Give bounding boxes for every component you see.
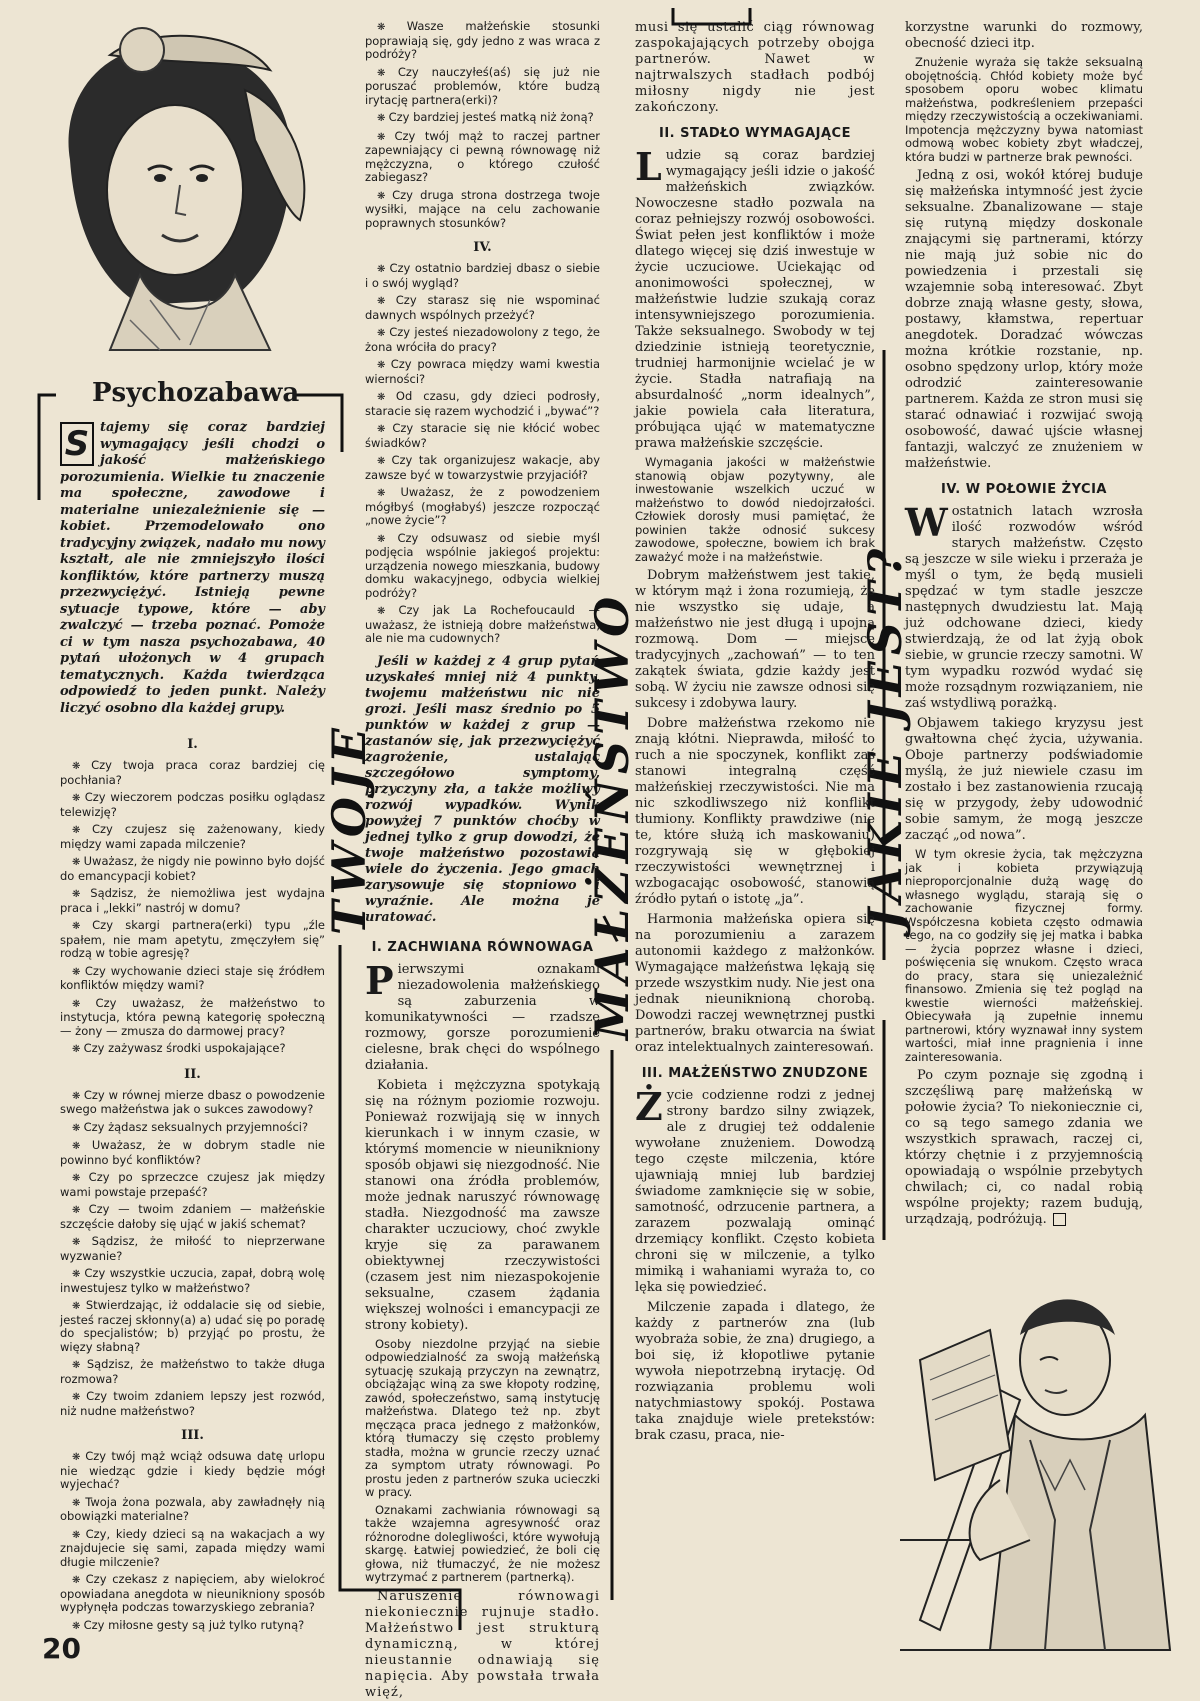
paragraph: korzystne warunki do rozmowy, obecność dzieci itp. (905, 20, 1143, 51)
question-item: ❋ Czy, kiedy dzieci są na wakacjach a wy znajdujecie się sami, zapada między wami długie milczenie? (60, 1528, 325, 1570)
group-label: II. (184, 1066, 201, 1082)
paragraph: Naruszenie równowagi niekoniecznie rujnuje stadło. Małżeństwo jest strukturą dynamiczną, w której nieustannie odnawiają się napięcia. Aby powstała trwała więź, (365, 1588, 600, 1700)
question-item: ❋ Czy starasz się nie wspominać dawnych wspólnych przeżyć? (365, 294, 600, 322)
paragraph: Znużenie wyraża się także seksualną obojętnością. Chłód kobiety może być sposobem oporu wobec klimatu małżeństwa, podkreśleniem przepaści między rzeczywistością a oczekiwaniami. Impotencja mężczyzny bywa natomiast odmową wobec kobiety zbyt władczej, która budzi w partnerze brak pewności. (905, 55, 1143, 164)
question-item: ❋ Czy po sprzeczce czujesz jak między wami powstaje przepaść? (60, 1171, 325, 1199)
paragraph: ierwszymi oznakami niezadowolenia małżeńskiego są zaburzenia w komunikatywności — rzadsze rozmowy, gorsze porozumienie cielesne, brak chęci do wspólnego działania. (365, 961, 600, 1073)
question-item: ❋ Czy zażywasz środki uspokajające? (60, 1042, 325, 1057)
paragraph: Osoby niezdolne przyjąć na siebie odpowiedzialność za swoją małżeńską sytuację szukają przyczyn na zewnątrz, obciążając winą za swe kłopoty rodzinę, zawód, społeczeństwo, samą instytucję małżeństwa. Dlatego też np. zbyt męcząca praca jednego z małżonków, którą tłumaczy się często problemy stadła, można w gruncie rzeczy uznać za symptom utraty równowagi. Po prostu jeden z partnerów szuka ucieczki w pracy. (365, 1336, 600, 1499)
end-mark-icon (1053, 1213, 1066, 1226)
group-label: IV. (473, 240, 492, 255)
page-number: 20 (42, 1632, 81, 1665)
question-item: ❋ Uważasz, że w dobrym stadle nie powinno być konfliktów? (60, 1139, 325, 1167)
vertical-title-jakie-jest: JAKIE JEST? (858, 542, 912, 930)
question-item: ❋ Czy powraca między wami kwestia wierności? (365, 358, 600, 386)
paragraph: Kobieta i mężczyzna spotykają się na różnym poziomie rozwoju. Ponieważ rozwijają się w innych kierunkach i w innym czasie, w którymś momencie w nieunikniony sposób objawi się niezgodność. Nie stanowi ona źródła problemów, może jednak naruszyć równowagę stadła. Niezgodność ma zawsze charakter uczuciowy, choć zwykle kryje się za parawanem obiektywnej rzeczywistości (czasem jest nim niezaspokojenie seksualne, czasem żądania większej wolności i emancypacji ze strony kobiety). (365, 1077, 600, 1333)
paragraph: Dobrym małżeństwem jest takie, w którym mąż i żona rozumieją, że nie wszystko się udaje, a małżeństwo nie jest długą i upojną rozmową. Dom — miejsce tradycyjnych „zachowań” — to ten zakątek świata, gdzie każdy jest sobą. W życiu nie zawsze odnosi się sukcesy i zdobywa laury. (635, 568, 875, 711)
question-item: ❋ Czy — twoim zdaniem — małżeńskie szczęście dałoby się ująć w jakiś schemat? (60, 1203, 325, 1231)
column-4 (905, 20, 1143, 1260)
section-heading: I. ZACHWIANA RÓWNOWAGA (371, 939, 594, 955)
section-heading: III. MAŁŻEŃSTWO ZNUDZONE (641, 1066, 869, 1081)
paragraph: Jedną z osi, wokół której buduje się małżeńska intymność jest życie seksualne. Zbanalizowane — staje się rutyną między doskonale znającymi się partnerami, którzy nie mają już sobie nic do powiedzenia i przestali się wzajemnie sobą interesować. Zbyt dobrze znają własne gesty, słowa, postawy, kłamstwa, repertuar anegdotek. Doradzać wówczas można krótkie rozstanie, np. osobno spędzony urlop, który może odrodzić zainteresowanie partnerem. Każda ze stron musi się starać odnawiać i rozwijać swoją osobowość, dawać ujście własnej fantazji, walczyć ze znużeniem w małżeństwie. (905, 168, 1143, 471)
question-item: ❋ Czy miłosne gesty są już tylko rutyną? (60, 1619, 325, 1634)
closing-paragraph (905, 1068, 1143, 1228)
dropcap: P (365, 957, 394, 1003)
question-item: ❋ Uważasz, że z powodzeniem mógłbyś (mogłabyś) jeszcze rozpocząć „nowe życie”? (365, 486, 600, 528)
question-item: ❋ Czy w równej mierze dbasz o powodzenie swego małżeństwa jak o sukces zawodowy? (60, 1089, 325, 1117)
vertical-title-twoje: TWOJE (322, 722, 376, 935)
dropcap: Ż (635, 1084, 663, 1129)
question-item: ❋ Czy ostatnio bardziej dbasz o siebie i o swój wygląd? (365, 262, 600, 290)
question-item: ❋ Czy twoim zdaniem lepszy jest rozwód, niż nudne małżeństwo? (60, 1390, 325, 1418)
question-item: ❋ Od czasu, gdy dzieci podrosły, staracie się razem wychodzić i „bywać”? (365, 390, 600, 418)
question-item: ❋ Czy staracie się nie kłócić wobec świadków? (365, 422, 600, 450)
question-item: ❋ Czy tak organizujesz wakacje, aby zawsze być w towarzystwie przyjaciół? (365, 454, 600, 482)
question-item: ❋ Czy uważasz, że małżeństwo to instytucja, która pewną kategorię społeczną — żony — zmusza do darmowej pracy? (60, 997, 325, 1039)
question-item: ❋ Czy jesteś niezadowolony z tego, że żona wróciła do pracy? (365, 326, 600, 354)
question-item: ❋ Czy skargi partnera(erki) typu „źle spałem, nie mam apetytu, zmęczyłem się” rodzą w tobie agresję? (60, 919, 325, 961)
column-3 (635, 20, 875, 1650)
question-item: ❋ Uważasz, że nigdy nie powinno było dojść do emancypacji kobiet? (60, 855, 325, 883)
question-item: ❋ Czy wszystkie uczucia, zapał, dobrą wolę inwestujesz tylko w małżeństwo? (60, 1267, 325, 1295)
paragraph: Po czym poznaje się zgodną i szczęśliwą parę małżeńską w połowie życia? To niekoniecznie ci, co są tego samego zdania we wszystkich sprawach, raczej ci, którzy chętnie i z przyjemnością opowiadają o wspólnie przebytych chwilach; ci, co nadal robią wspólne projekty; razem budują, urządzają, podróżują. (905, 1068, 1143, 1227)
man-at-desk-illustration (880, 1240, 1180, 1650)
paragraph: Oznakami zachwiania równowagi są także wzajemna agresywność oraz różnorodne dolegliwości, które wywołują skargę. Łatwiej powiedzieć, że boli cię głowa, niż tłumaczyć, że nie możesz wytrzymać z partnerem (partnerką). (365, 1502, 600, 1584)
dropcap: L (635, 144, 662, 189)
question-item: ❋ Czy czekasz z napięciem, aby wielokroć opowiadana anegdota w nieunikniony sposób wypłynęła podczas towarzyskiego zebrania? (60, 1573, 325, 1615)
question-item: ❋ Czy wychowanie dzieci staje się źródłem konfliktów między wami? (60, 965, 325, 993)
question-item: ❋ Czy jak La Rochefoucauld — uważasz, że istnieją dobre małżeństwa, ale nie ma cudownych? (365, 604, 600, 646)
paragraph: Dobre małżeństwa rzekomo nie znają kłótni. Nieprawda, miłość to ruch a nie spoczynek, konflikt zaś stanowi integralną część małżeńskiej rzeczywistości. Nie ma nic szkodliwszego niż konflikt tłumiony. Konflikty prawdziwe (nie te, które służą ich maskowaniu) rozgrywają się w głębokiej rzeczywistości wewnętrznej i wzbogacając osobowość, stanowią źródło pytań o istotę „ja”. (635, 716, 875, 907)
question-item: ❋ Czy twoja praca coraz bardziej cię pochłania? (60, 759, 325, 787)
intro-text: tajemy się coraz bardziej wymagający jeśli chodzi o jakość małżeńskiego porozumienia. Wielkie tu znaczenie ma społeczne, zawodowe i materialne uniezależnienie się — kobiet. Przemodelowało ono tradycyjny związek, nadało mu nowy kształt, ale nie zmniejszyło ilości konfliktów, które partnerzy muszą przezwyciężyć. Istnieją pewne sytuacje typowe, które — aby zwalczyć — trzeba poznać. Pomoże ci w tym nasza psychozabawa, 40 pytań ułożonych w 4 grupach tematycznych. Każda twierdząca odpowiedź to jeden punkt. Należy liczyć osobno dla każdej grupy. (60, 420, 325, 716)
question-item: ❋ Wasze małżeńskie stosunki poprawiają się, gdy jedno z was wraca z podróży? (365, 20, 600, 62)
paragraph: Harmonia małżeńska opiera się na porozumieniu a zarazem autonomii każdego z małżonków. Wymagające małżeństwa lękają się przede wszystkim nudy. Nie jest ona jednak nieuniknioną chorobą. Dowodzi raczej wewnętrznej pustki partnerów, braku otwarcia na świat oraz intelektualnych zainteresowań. (635, 912, 875, 1055)
result-text: Jeśli w każdej z 4 grup pytań uzyskałeś mniej niż 4 punkty, twojemu małżeństwu nic nie grozi. Jeśli masz średnio po 5 punktów w każdej z grup — zastanów się, jak przezwyciężyć zagrożenie, ustalając szczegółowo symptomy, przyczyny zła, a także możliwy rozwój wypadków. Wynik powyżej 7 punktów choćby w jednej tylko z grup dowodzi, że twoje małżeństwo pozostawia wiele do życzenia. Jego gmach zarysowuje się stopniowo i wyraźnie. Ale można je uratować. (365, 653, 600, 925)
question-item: ❋ Twoja żona pozwala, aby zawładnęły nią obowiązki materialne? (60, 1496, 325, 1524)
group-label: I. (187, 737, 198, 752)
section-heading: IV. W POŁOWIE ŻYCIA (941, 482, 1107, 497)
question-item: ❋ Sądzisz, że małżeństwo to także długa rozmowa? (60, 1358, 325, 1386)
section-heading: II. STADŁO WYMAGAJĄCE (659, 126, 851, 141)
intro-dropcap: S (60, 422, 94, 466)
question-item: ❋ Czy twój mąż wciąż odsuwa datę urlopu nie wiedząc gdzie i kiedy będzie mógł wyjechać? (60, 1450, 325, 1492)
paragraph: ycie codzienne rodzi z jednej strony bardzo silny związek, ale z drugiej też oddalenie wywołane znużeniem. Dowodzą tego częste milczenia, które ujawniają mniej lub bardziej świadome zamknięcie się w sobie, samotność, odrzucenie partnera, a zarazem pozwalają ominąć drzemiący konflikt. Często kobieta chroni się w milczenie, a tylko mimiką i wahaniami wyraża to, co lęka się powiedzieć. (635, 1088, 875, 1295)
question-item: ❋ Sądzisz, że miłość to nieprzerwane wyzwanie? (60, 1235, 325, 1263)
psychozabawa-title: Psychozabawa (92, 378, 300, 408)
question-item: ❋ Czy twój mąż to raczej partner zapewniający ci pewną równowagę niż mężczyzna, o którego czułość zabiegasz? (365, 130, 600, 185)
question-item: ❋ Sądzisz, że niemożliwa jest wydajna praca i „lekki” nastrój w domu? (60, 887, 325, 915)
paragraph: ostatnich latach wzrosła ilość rozwodów wśród starych małżeństw. Często są jeszcze w sile wieku i przeraża je myśl o tym, że będą musieli spędzać w tym stadle jeszcze następnych dwudziestu lat. Mają już odchowane dzieci, kiedy stwierdzają, że od lat żyją obok siebie, w gruncie rzeczy samotni. W tym wypadku rozwód wydać się może rozsądnym rozwiązaniem, nie zaś wstydliwą porażką. (905, 504, 1143, 711)
question-item: ❋ Czy druga strona dostrzega twoje wysiłki, mające na celu zachowanie poprawnych stosunków? (365, 189, 600, 231)
question-item: ❋ Czy żądasz seksualnych przyjemności? (60, 1121, 325, 1136)
paragraph: Wymagania jakości w małżeństwie stanowią objaw pozytywny, ale inwestowanie wszelkich uczuć w małżeństwo to dowód niedojrzałości. Człowiek dorosły musi pamiętać, że powinien także odnosić sukcesy zawodowe, społeczne, bowiem ich brak zaważyć może i na małżeństwie. (635, 455, 875, 564)
group-label: III. (181, 1428, 204, 1443)
dropcap: W (905, 500, 948, 545)
question-item: ❋ Czy wieczorem podczas posiłku oglądasz telewizję? (60, 791, 325, 819)
question-item: ❋ Czy odsuwasz od siebie myśl podjęcia wspólnie jakiegoś projektu: urządzenia nowego mieszkania, budowy domku wakacyjnego, odbycia wielkiej podróży? (365, 532, 600, 601)
vertical-title-malzenstwo: MAŁŻEŃSTWO (585, 590, 639, 1040)
question-item: ❋ Czy nauczyłeś(aś) się już nie poruszać problemów, które budzą irytację partnera(erki)? (365, 66, 600, 108)
paragraph: W tym okresie życia, tak mężczyzna jak i kobieta przywiązują nieproporcjonalnie dużą wagę do własnego wyglądu, starają się o zachowanie fizycznej formy. Współczesna kobieta często odmawia tego, na co godziły się jej matka i babka — życia poprzez własne i dzieci, poświęcenia się wnukom. Często wraca do pracy, stara się uniezależnić finansowo. Zmienia się też pogląd na kwestie wierności małżeńskiej. Obiecywała ją zupełnie innemu partnerowi, który wyznawał inny system wartości, miał inne pragnienia i inne zainteresowania. (905, 847, 1143, 1064)
paragraph: udzie są coraz bardziej wymagający jeśli idzie o jakość małżeńskich związków. Nowoczesne stadło pozwala na coraz pełniejszy rozwój osobowości. Świat pełen jest konfliktów i może dlatego więcej się dziś inwestuje w życie uczuciowe. Uciekając od anonimowości społecznej, w małżeństwie ludzie szukają coraz intensywniejszego porozumienia. Także seksualnego. Swobody w tej dziedzinie istnieją teoretycznie, trudniej harmonijnie wcielać je w życie. Stadła natrafiają na absurdalność „norm idealnych”, jakie powiela cała literatura, próbująca ująć w matematyczne prawa małżeńskie szczęście. (635, 148, 875, 451)
question-item: ❋ Czy czujesz się zażenowany, kiedy między wami zapada milczenie? (60, 823, 325, 851)
question-item: ❋ Stwierdzając, iż oddalacie się od siebie, jesteś raczej skłonny(a) a) udać się po poradę do specjalistów; b) przyjąć po prostu, że więzy słabną? (60, 1299, 325, 1354)
paragraph: Milczenie zapada i dlatego, że każdy z partnerów zna (lub wyobraża sobie, że zna) drugiego, a boi się, iż kłopotliwe pytanie wywoła niepotrzebną irytację. Od rozwiązania problemu woli natychmiastowy spokój. Postawa taka znajduje wiele pretekstów: brak czasu, praca, nie- (635, 1300, 875, 1443)
paragraph: musi się ustalić ciąg równowag zaspokajających potrzeby obojga partnerów. Nawet w najtrwalszych stadłach podbój miłosny nigdy nie jest zakończony. (635, 20, 875, 115)
question-item: ❋ Czy bardziej jesteś matką niż żoną? (365, 111, 600, 126)
paragraph: Objawem takiego kryzysu jest gwałtowna chęć życia, używania. Oboje partnerzy podświadomie myślą, że już niewiele czasu im zostało i bez zastanowienia rzucają się w przygody, żeby udowodnić sobie samym, że mogą jeszcze zacząć „od nowa”. (905, 716, 1143, 843)
